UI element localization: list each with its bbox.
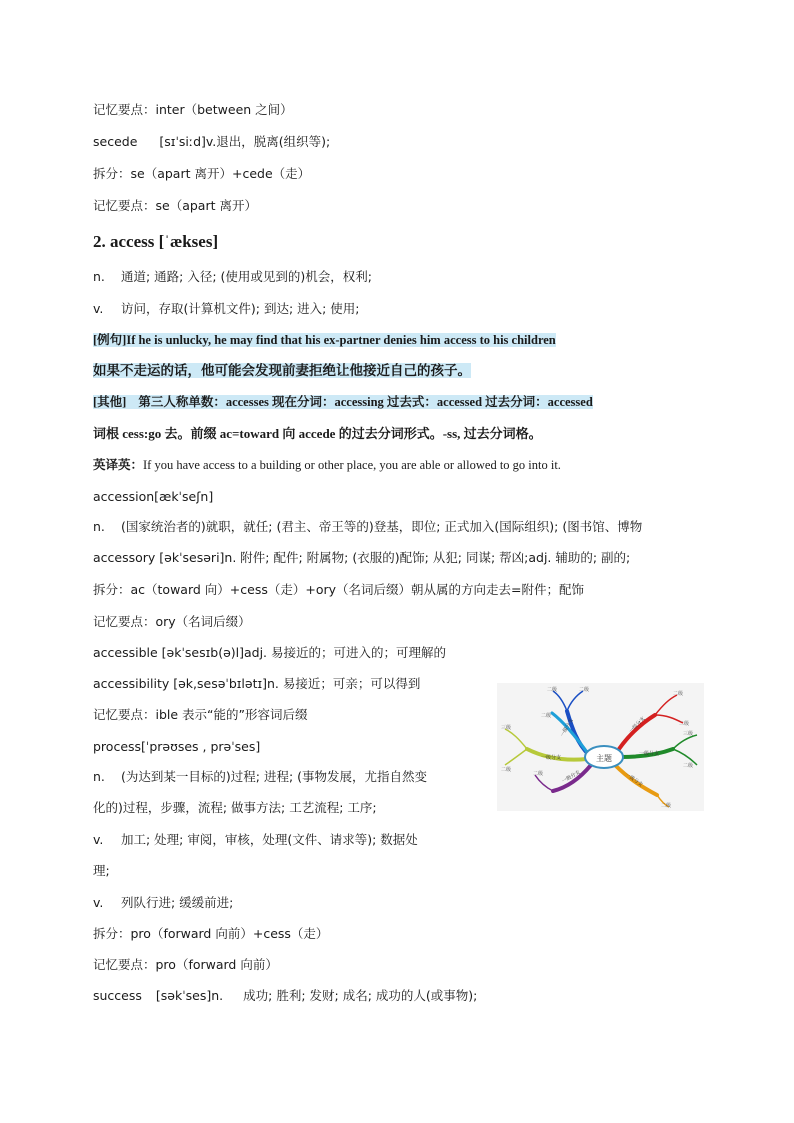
split-secede: 拆分：se（apart 离开）+cede（走）	[93, 166, 311, 181]
svg-text:三级: 三级	[501, 725, 512, 731]
svg-text:二级: 二级	[547, 687, 558, 693]
accessible-memo: 记忆要点：ible 表示“能的”形容词后缀	[93, 707, 308, 722]
accessory-split: 拆分：ac（toward 向）+cess（走）+ory（名词后缀）朝从属的方向走去=附件；配饰	[93, 582, 584, 597]
process-verb-1: v. 加工; 处理; 审阅，审核，处理(文件、请求等); 数据处	[93, 832, 418, 847]
svg-text:二级: 二级	[541, 713, 552, 719]
other-forms: [其他] 第三人称单数：accesses 现在分词：accessing 过去式：accessed 过去分词：accessed	[93, 395, 593, 409]
svg-text:二级: 二级	[683, 763, 694, 769]
svg-text:二级: 二级	[679, 721, 690, 727]
heading-access: 2. access [ˈækses]	[93, 232, 219, 251]
process-memo: 记忆要点：pro（forward 向前）	[93, 957, 278, 972]
svg-text:一级分支: 一级分支	[623, 771, 644, 789]
accessory-entry: accessory [əkˈsesəri]n. 附件; 配件; 附属物; (衣服的)配饰; 从犯; 同谋; 帮凶;adj. 辅助的; 副的;	[93, 550, 631, 565]
process-split: 拆分：pro（forward 向前）+cess（走）	[93, 926, 329, 941]
example-zh: 如果不走运的话，他可能会发现前妻拒绝让他接近自己的孩子。	[93, 363, 471, 378]
memo-inter: 记忆要点：inter（between 之间）	[93, 102, 293, 117]
svg-text:三级: 三级	[683, 731, 694, 737]
svg-text:二级: 二级	[533, 771, 544, 777]
access-verb: v. 访问，存取(计算机文件); 到达; 进入; 使用;	[93, 301, 360, 316]
svg-text:二级: 二级	[673, 691, 684, 697]
en-en: 英译英：If you have access to a building or other place, you are able or allowed to go into it.	[93, 457, 561, 472]
word-secede: secede	[93, 134, 138, 149]
root-info: 词根 cess:go 去。前缀 ac=toward 向 accede 的过去分词形式。-ss, 过去分词格。	[93, 426, 542, 441]
process-verb-2: 理;	[93, 863, 110, 878]
accessory-memo: 记忆要点：ory（名词后缀）	[93, 614, 251, 629]
success-entry: success [səkˈses]n. 成功; 胜利; 发财; 成名; 成功的人(或事物);	[93, 988, 478, 1003]
svg-text:主题: 主题	[596, 754, 612, 763]
accession-word: accession[ækˈseʃn]	[93, 489, 214, 504]
process-verb-3: v. 列队行进; 缓缓前进;	[93, 895, 234, 910]
svg-text:二级: 二级	[661, 803, 672, 809]
svg-text:一级分支: 一级分支	[639, 751, 660, 757]
svg-text:一级分支: 一级分支	[541, 755, 562, 761]
access-noun: n. 通道; 通路; 入径; (使用或见到的)机会，权利;	[93, 269, 373, 284]
memo-se: 记忆要点：se（apart 离开）	[93, 198, 257, 213]
secede-def: [sɪˈsiːd]v.退出，脱离(组织等);	[159, 134, 331, 149]
accessible-entry: accessible [əkˈsesɪb(ə)l]adj. 易接近的；可进入的；可理解的	[93, 645, 447, 660]
process-noun-1: n. (为达到某一目标的)过程; 进程; (事物发展，尤指自然变	[93, 769, 428, 784]
svg-text:二级: 二级	[501, 767, 512, 773]
process-word: process[ˈprəʊses , prəˈses]	[93, 739, 261, 754]
svg-text:一级分支: 一级分支	[559, 717, 575, 738]
svg-text:二级: 二级	[579, 687, 590, 693]
mindmap-illustration	[497, 683, 704, 811]
accession-noun: n. (国家统治者的)就职，就任; (君主、帝王等的)登基，即位; 正式加入(国际组织); (图书馆、博物	[93, 519, 643, 534]
svg-text:一级分支: 一级分支	[628, 716, 647, 735]
secede-entry	[93, 133, 330, 151]
svg-text:一级分支: 一级分支	[561, 769, 582, 785]
example-en: [例句]If he is unlucky, he may find that his ex-partner denies him access to his children	[93, 333, 556, 347]
accessibility-entry: accessibility [ək,sesəˈbɪlətɪ]n. 易接近；可亲；可以得到	[93, 676, 421, 691]
process-noun-2: 化的)过程，步骤，流程; 做事方法; 工艺流程; 工序;	[93, 800, 377, 815]
